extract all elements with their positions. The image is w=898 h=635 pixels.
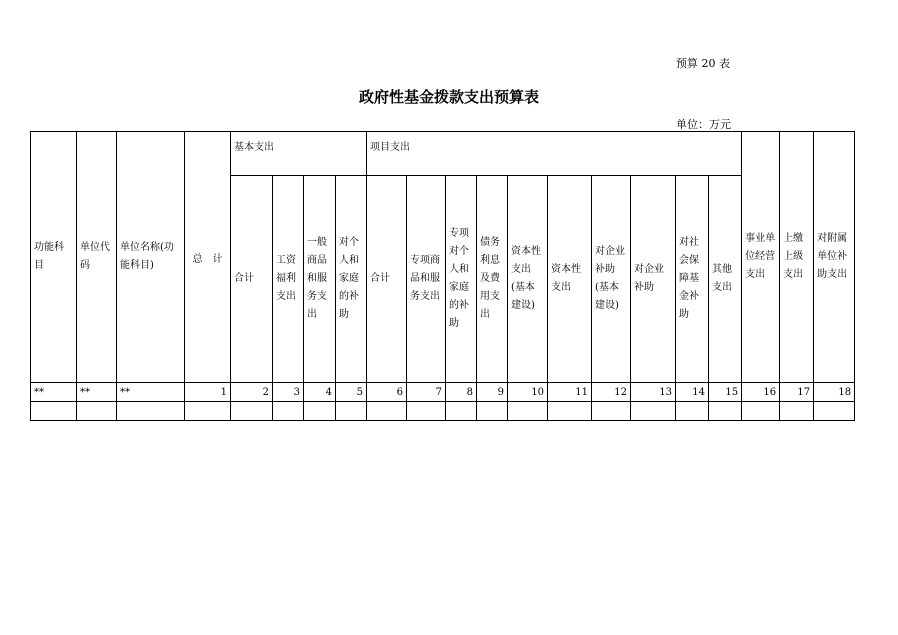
unit-label: 单位：万元 bbox=[676, 118, 731, 131]
index-cell: 18 bbox=[814, 383, 855, 402]
form-number: 预算 20 表 bbox=[676, 57, 730, 70]
empty-cell bbox=[446, 402, 477, 421]
header-func-subject: 功能科目 bbox=[31, 132, 77, 383]
header-basic-total: 合计 bbox=[231, 176, 273, 383]
header-basic-individual: 对个人和家庭的补助 bbox=[336, 176, 367, 383]
empty-cell bbox=[477, 402, 508, 421]
empty-cell bbox=[742, 402, 780, 421]
index-cell: 7 bbox=[407, 383, 446, 402]
empty-cell bbox=[407, 402, 446, 421]
index-cell: 10 bbox=[508, 383, 548, 402]
index-cell: 6 bbox=[367, 383, 407, 402]
header-project-expenditure: 项目支出 bbox=[367, 132, 742, 176]
header-total: 总 计 bbox=[185, 132, 231, 383]
empty-cell bbox=[77, 402, 117, 421]
empty-cell bbox=[709, 402, 742, 421]
index-cell: 13 bbox=[631, 383, 676, 402]
empty-cell bbox=[676, 402, 709, 421]
index-cell: 15 bbox=[709, 383, 742, 402]
header-project-other: 其他支出 bbox=[709, 176, 742, 383]
header-upper-expenditure: 上缴上级支出 bbox=[780, 132, 814, 383]
header-project-capital-construction: 资本性支出(基本建设) bbox=[508, 176, 548, 383]
header-unit-code: 单位代码 bbox=[77, 132, 117, 383]
header-project-enterprise-construction: 对企业补助(基本建设) bbox=[592, 176, 631, 383]
index-cell: 4 bbox=[304, 383, 336, 402]
empty-cell bbox=[117, 402, 185, 421]
header-business-expenditure: 事业单位经营支出 bbox=[742, 132, 780, 383]
index-cell: 3 bbox=[273, 383, 304, 402]
header-basic-expenditure: 基本支出 bbox=[231, 132, 367, 176]
index-cell: 5 bbox=[336, 383, 367, 402]
header-project-individual: 专项对个人和家庭的补助 bbox=[446, 176, 477, 383]
header-project-capital: 资本性支出 bbox=[548, 176, 592, 383]
header-project-social-security: 对社会保障基金补助 bbox=[676, 176, 709, 383]
table-row bbox=[31, 402, 855, 421]
index-cell: 12 bbox=[592, 383, 631, 402]
budget-table bbox=[30, 131, 855, 421]
empty-cell bbox=[631, 402, 676, 421]
page-title: 政府性基金拨款支出预算表 bbox=[358, 88, 539, 106]
header-project-total: 合计 bbox=[367, 176, 407, 383]
empty-cell bbox=[780, 402, 814, 421]
header-basic-goods: 一般商品和服务支出 bbox=[304, 176, 336, 383]
header-project-goods: 专项商品和服务支出 bbox=[407, 176, 446, 383]
table-row bbox=[31, 383, 855, 402]
empty-cell bbox=[231, 402, 273, 421]
empty-cell bbox=[548, 402, 592, 421]
header-project-debt: 债务利息及费用支出 bbox=[477, 176, 508, 383]
empty-cell bbox=[367, 402, 407, 421]
index-cell: ** bbox=[117, 383, 185, 402]
index-cell: 17 bbox=[780, 383, 814, 402]
index-cell: 14 bbox=[676, 383, 709, 402]
empty-cell bbox=[814, 402, 855, 421]
header-subsidiary-expenditure: 对附属单位补助支出 bbox=[814, 132, 855, 383]
empty-cell bbox=[185, 402, 231, 421]
index-cell: 11 bbox=[548, 383, 592, 402]
header-basic-wages: 工资福利支出 bbox=[273, 176, 304, 383]
index-cell: 9 bbox=[477, 383, 508, 402]
empty-cell bbox=[336, 402, 367, 421]
empty-cell bbox=[508, 402, 548, 421]
header-unit-name: 单位名称(功能科目) bbox=[117, 132, 185, 383]
index-cell: 2 bbox=[231, 383, 273, 402]
index-cell: 8 bbox=[446, 383, 477, 402]
empty-cell bbox=[304, 402, 336, 421]
index-cell: 1 bbox=[185, 383, 231, 402]
empty-cell bbox=[31, 402, 77, 421]
index-cell: 16 bbox=[742, 383, 780, 402]
empty-cell bbox=[273, 402, 304, 421]
empty-cell bbox=[592, 402, 631, 421]
header-project-enterprise: 对企业补助 bbox=[631, 176, 676, 383]
index-cell: ** bbox=[31, 383, 77, 402]
index-cell: ** bbox=[77, 383, 117, 402]
